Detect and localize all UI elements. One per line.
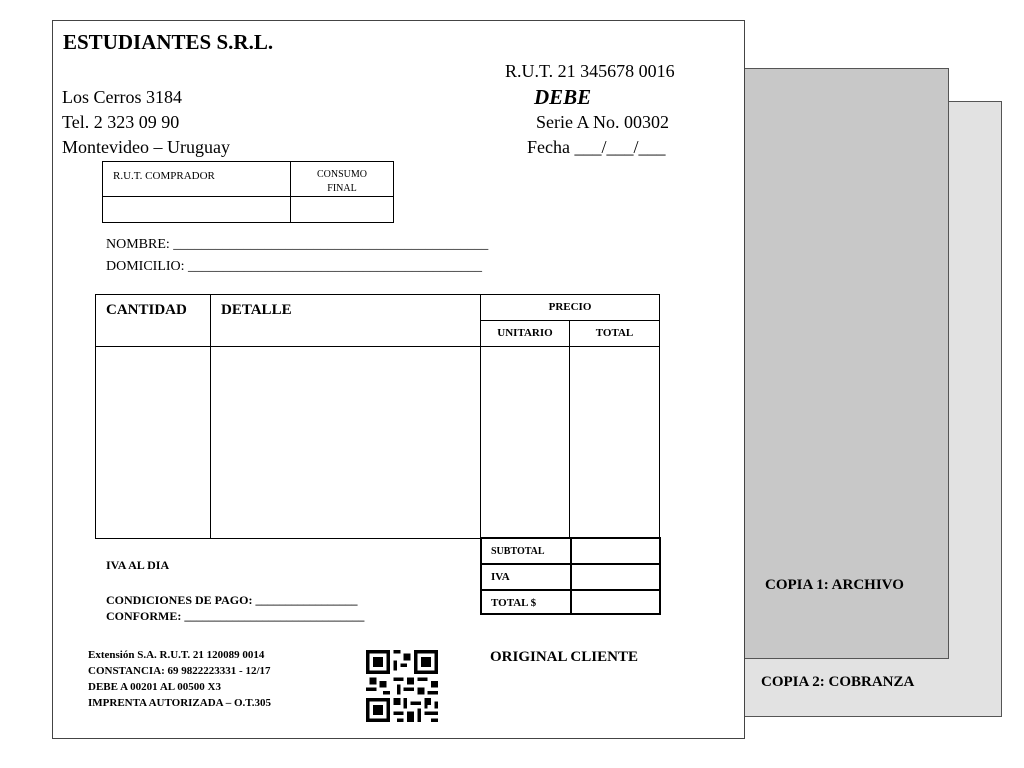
original-cliente-label: ORIGINAL CLIENTE [490,649,638,665]
subtotal-label: SUBTOTAL [491,546,545,557]
iva-al-dia: IVA AL DIA [106,558,170,572]
buyer-domicilio: DOMICILIO: __________________________________________ [106,259,483,274]
consumo-final-header: CONSUMO FINAL [316,169,367,194]
col-detalle: DETALLE [221,302,292,318]
company-city: Montevideo – Uruguay [62,137,230,157]
copy2-label: COPIA 2: COBRANZA [761,674,915,690]
totals-box [480,537,661,615]
col-total: TOTAL [595,327,634,339]
company-phone: Tel. 2 323 09 90 [62,112,180,132]
invoice-type: DEBE [534,85,592,109]
invoice-serie: Serie A No. 00302 [536,112,669,132]
condiciones-pago: CONDICIONES DE PAGO: _________________ [106,593,358,607]
rut-comprador-header: R.U.T. COMPRADOR [113,170,215,182]
printer-info: Extensión S.A. R.U.T. 21 120089 0014 CONSTANCIA: 69 9822223331 - 12/17 DEBE A 00201 AL 00500 X3 IMPRENTA AUTORIZADA – O.T.305 [88,649,272,709]
original-sheet [52,20,745,739]
col-precio: PRECIO [548,301,592,313]
col-cantidad: CANTIDAD [106,302,187,318]
items-table [95,294,660,539]
invoice-rut: R.U.T. 21 345678 0016 [505,61,675,81]
qr-code-icon [366,650,438,722]
total-label: TOTAL $ [491,597,537,609]
iva-label: IVA [491,571,510,583]
buyer-rut-box [102,161,394,223]
conforme: CONFORME: ______________________________ [106,609,365,623]
invoice-fecha: Fecha ___/___/___ [527,137,666,157]
copy1-sheet [720,68,949,659]
company-name: ESTUDIANTES S.R.L. [63,30,274,54]
copy1-label: COPIA 1: ARCHIVO [765,577,904,593]
col-unitario: UNITARIO [497,327,553,339]
company-address: Los Cerros 3184 [62,87,182,107]
buyer-nombre: NOMBRE: _____________________________________________ [106,237,489,252]
